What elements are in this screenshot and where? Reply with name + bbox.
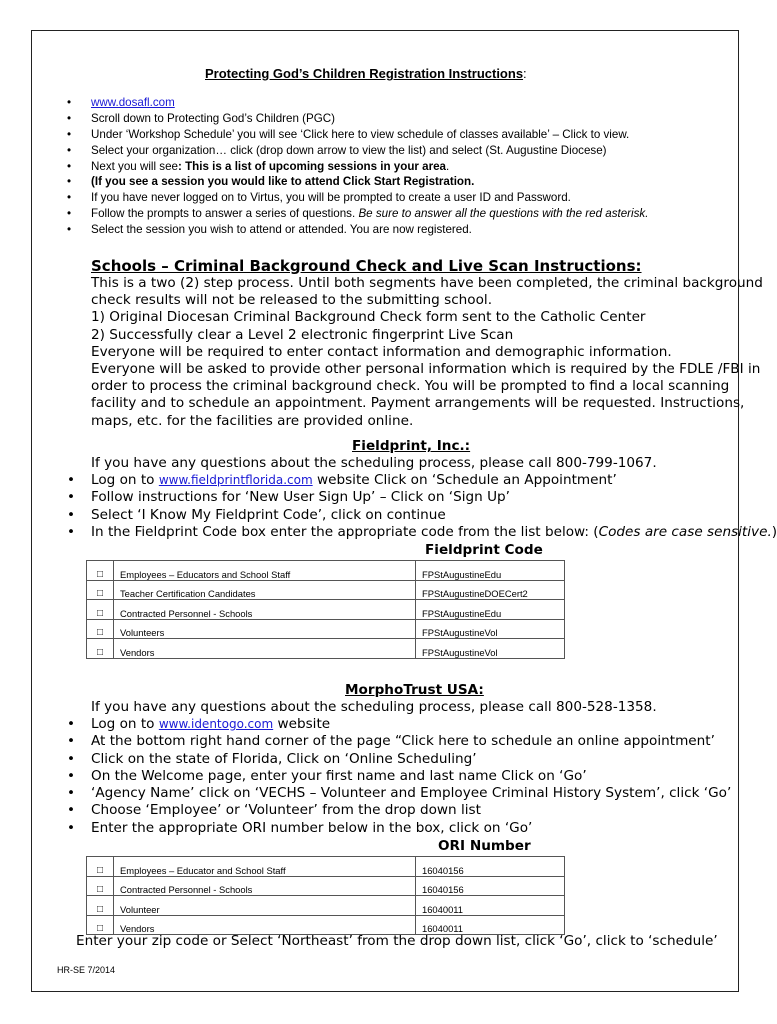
dosafl-link[interactable]: www.dosafl.com [91,96,175,109]
list-item: • Enter the appropriate ORI number below in the box, click on ‘Go’ [65,820,725,837]
checkbox[interactable]: □ [87,639,114,659]
checkbox[interactable]: □ [87,876,114,896]
list-item: • In the Fieldprint Code box enter the appropriate code from the list below: (Codes are case sensitive.) [65,524,725,541]
list-item: • Scroll down to Protecting God’s Children (PGC) [65,111,725,127]
schools-body [91,275,763,430]
list-item: • Next you will see: This is a list of upcoming sessions in your area. [65,159,725,175]
table-cell-code: FPStAugustineEdu [416,600,565,620]
table-row [87,876,565,896]
checkbox[interactable]: □ [87,857,114,877]
table-cell-label: Employees – Educator and School Staff [114,857,416,877]
table-cell-code: FPStAugustineVol [416,639,565,659]
list-item: • Select the session you wish to attend or attended. You are now registered. [65,222,725,238]
list-item: • If you have never logged on to Virtus, you will be prompted to create a user ID and Password. [65,190,725,206]
table-cell-label: Volunteer [114,896,416,916]
fieldprint-intro: If you have any questions about the scheduling process, please call 800-799-1067. [91,455,657,471]
table-cell-code: FPStAugustineEdu [416,561,565,581]
table-row [87,561,565,581]
table-cell-label: Vendors [114,639,416,659]
schools-title: Schools – Criminal Background Check and Live Scan Instructions: [91,257,642,275]
schools-line: This is a two (2) step process. Until both segments have been completed, the criminal background [91,275,763,291]
table-row [87,580,565,600]
schools-line: maps, etc. for the facilities are provided online. [91,412,414,429]
schools-line: check results will not be released to the submitting school. [91,292,493,309]
fieldprint-steps [65,472,777,541]
schools-line: Everyone will be required to enter contact information and demographic information. [91,343,672,360]
list-item: • Click on the state of Florida, Click on ‘Online Scheduling’ [65,751,725,768]
table-row [87,639,565,659]
table-cell-label: Volunteers [114,619,416,639]
list-item [65,95,725,111]
table-cell-label: Contracted Personnel - Schools [114,600,416,620]
schools-line: 1) Original Diocesan Criminal Background Check form sent to the Catholic Center [91,309,646,326]
fieldprint-title: Fieldprint, Inc.: [352,438,471,454]
list-item: • Log on to www.fieldprintflorida.com website Click on ‘Schedule an Appointment’ [65,472,725,489]
table-row [87,896,565,916]
morpho-steps [65,716,732,837]
table-cell-code: 16040011 [416,896,565,916]
list-item: • Follow the prompts to answer a series of questions. Be sure to answer all the questions with the red asterisk. [65,206,725,222]
list-item: • (If you see a session you would like to attend Click Start Registration. [65,174,725,190]
schools-line: order to process the criminal background check. You will be prompted to find a local scanning [91,378,730,395]
fieldprint-code-header: Fieldprint Code [425,542,543,558]
list-item: • ‘Agency Name’ click on ‘VECHS – Volunteer and Employee Criminal History System’, click ‘Go’ [65,785,725,802]
schools-line: facility and to schedule an appointment. Payment arrangements will be requested. Instructions, [91,395,745,412]
fieldprint-link[interactable]: www.fieldprintflorida.com [158,473,313,487]
pgc-title: Protecting God’s Children Registration Instructions: [205,66,527,81]
table-cell-code: FPStAugustineDOECert2 [416,580,565,600]
morpho-intro: If you have any questions about the scheduling process, please call 800-528-1358. [91,699,657,715]
table-cell-code: 16040156 [416,857,565,877]
footer-code: HR-SE 7/2014 [57,965,116,975]
identogo-link[interactable]: www.identogo.com [158,717,274,731]
table-cell-label: Vendors [114,915,416,935]
pgc-steps [65,95,725,238]
list-item: • Select your organization… click (drop down arrow to view the list) and select (St. Augustine Diocese) [65,143,725,159]
checkbox[interactable]: □ [87,619,114,639]
checkbox[interactable]: □ [87,580,114,600]
table-cell-label: Employees – Educators and School Staff [114,561,416,581]
list-item: • Select ‘I Know My Fieldprint Code’, click on continue [65,507,725,524]
ori-number-table [86,856,565,935]
table-row [87,619,565,639]
list-item: • On the Welcome page, enter your first name and last name Click on ‘Go’ [65,768,725,785]
checkbox[interactable]: □ [87,915,114,935]
morpho-title: MorphoTrust USA: [345,682,484,698]
table-row [87,600,565,620]
list-item: • At the bottom right hand corner of the page “Click here to schedule an online appointment’ [65,733,725,750]
list-item: • Choose ‘Employee’ or ‘Volunteer’ from the drop down list [65,802,725,819]
schools-line: 2) Successfully clear a Level 2 electronic fingerprint Live Scan [91,326,514,343]
checkbox[interactable]: □ [87,600,114,620]
fieldprint-code-table [86,560,565,659]
table-row [87,915,565,935]
checkbox[interactable]: □ [87,561,114,581]
list-item: • Under ‘Workshop Schedule’ you will see ‘Click here to view schedule of classes available’ – Click to view. [65,127,725,143]
morpho-closing: Enter your zip code or Select ‘Northeast’ from the drop down list, click ‘Go’, click to ‘schedule’ [76,933,718,949]
table-cell-label: Contracted Personnel - Schools [114,876,416,896]
schools-line: Everyone will be asked to provide other personal information which is required by the FDLE /FBI in [91,361,761,378]
table-cell-code: FPStAugustineVol [416,619,565,639]
ori-number-header: ORI Number [438,838,531,854]
checkbox[interactable]: □ [87,896,114,916]
table-cell-label: Teacher Certification Candidates [114,580,416,600]
list-item: • Log on to www.identogo.com website [65,716,725,733]
table-cell-code: 16040156 [416,876,565,896]
table-row [87,857,565,877]
table-cell-code: 16040011 [416,915,565,935]
list-item: • Follow instructions for ‘New User Sign Up’ – Click on ‘Sign Up’ [65,489,725,506]
